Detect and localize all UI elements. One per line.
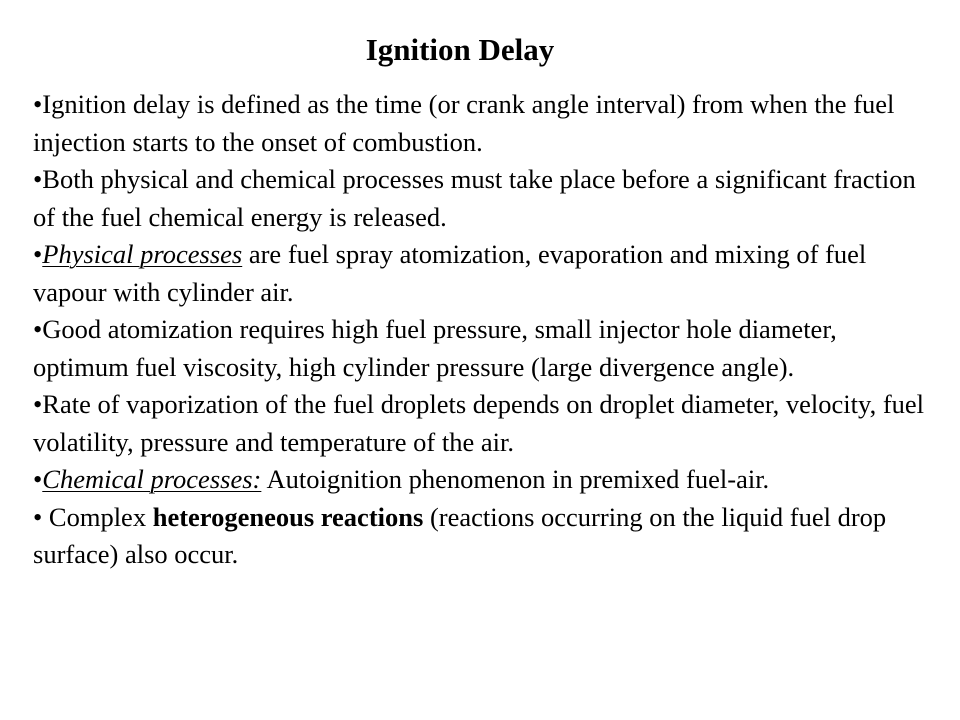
bullet-text: Autoignition phenomenon in premixed fuel-air.	[261, 464, 770, 494]
bullet-text: Both physical and chemical processes must take place before a significant fraction of the fuel chemical energy is released.	[33, 164, 916, 232]
bullet-bold-term: heterogeneous reactions	[152, 501, 424, 532]
bullet-lead-chemical: Chemical processes:	[42, 464, 262, 494]
bullet-text: Ignition delay is defined as the time (or crank angle interval) from when the fuel injection starts to the onset of combustion.	[33, 89, 895, 157]
bullet-text: Good atomization requires high fuel pressure, small injector hole diameter, optimum fuel viscosity, high cylinder pressure (large divergence angle).	[33, 314, 837, 382]
bullet-marker: •	[33, 239, 43, 269]
bullet-text-pre: Complex	[42, 501, 153, 532]
bullet-text: Rate of vaporization of the fuel droplets depends on droplet diameter, velocity, fuel volatility, pressure and temperature of the air.	[33, 389, 925, 457]
bullet-lead-physical: Physical processes	[42, 239, 243, 269]
bullet-heterogeneous-reactions	[33, 499, 933, 574]
bullet-chemical-processes	[33, 461, 933, 499]
bullet-marker: •	[33, 89, 43, 119]
bullet-vaporization-rate	[33, 386, 933, 461]
bullet-physical-processes	[33, 236, 933, 311]
slide-title: Ignition Delay	[365, 32, 555, 67]
bullet-list	[33, 86, 933, 574]
bullet-text: are fuel spray atomization, evaporation and mixing of fuel vapour with cylinder air.	[33, 239, 867, 307]
bullet-marker: •	[33, 389, 43, 419]
bullet-text: (reactions occurring on the liquid fuel drop surface) also occur.	[33, 501, 887, 569]
bullet-good-atomization	[33, 311, 933, 386]
bullet-marker: •	[33, 464, 43, 494]
bullet-physical-chemical	[33, 161, 933, 236]
bullet-marker: •	[33, 314, 43, 344]
bullet-marker: •	[33, 501, 43, 532]
bullet-ignition-delay-definition	[33, 86, 933, 161]
bullet-marker: •	[33, 164, 43, 194]
